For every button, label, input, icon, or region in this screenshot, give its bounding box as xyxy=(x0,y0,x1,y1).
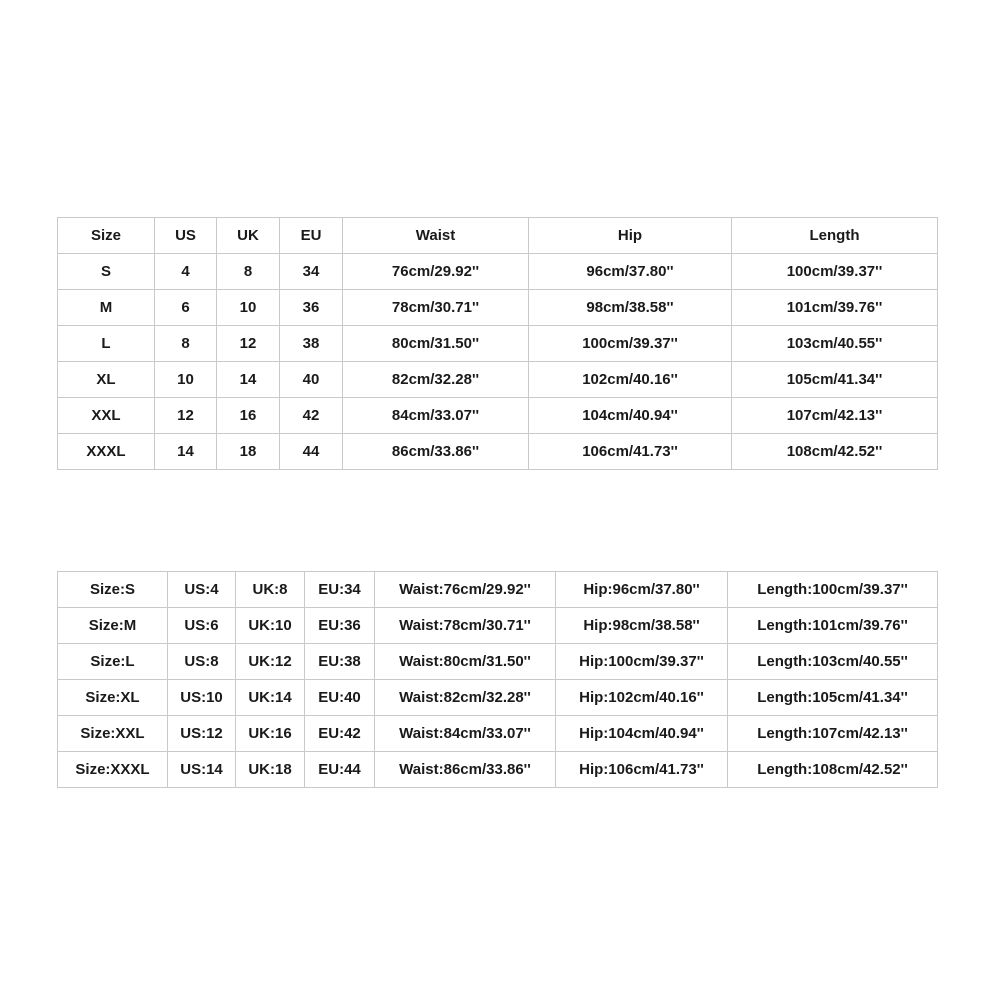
cell-size: Size:M xyxy=(58,608,168,644)
cell-length: Length:107cm/42.13'' xyxy=(728,716,938,752)
cell-uk: UK:10 xyxy=(236,608,305,644)
cell-uk: 18 xyxy=(217,434,280,470)
cell-hip: Hip:102cm/40.16'' xyxy=(556,680,728,716)
cell-size: M xyxy=(58,290,155,326)
table-row xyxy=(58,572,938,608)
cell-hip: 106cm/41.73'' xyxy=(529,434,732,470)
cell-waist: Waist:84cm/33.07'' xyxy=(375,716,556,752)
cell-uk: UK:12 xyxy=(236,644,305,680)
cell-eu: 40 xyxy=(280,362,343,398)
table-row xyxy=(58,680,938,716)
cell-us: 10 xyxy=(155,362,217,398)
header-size: Size xyxy=(58,218,155,254)
cell-eu: 38 xyxy=(280,326,343,362)
cell-hip: 102cm/40.16'' xyxy=(529,362,732,398)
cell-uk: 10 xyxy=(217,290,280,326)
cell-waist: 80cm/31.50'' xyxy=(343,326,529,362)
cell-length: Length:101cm/39.76'' xyxy=(728,608,938,644)
cell-us: 4 xyxy=(155,254,217,290)
header-waist: Waist xyxy=(343,218,529,254)
cell-uk: 12 xyxy=(217,326,280,362)
table-row xyxy=(58,434,938,470)
cell-length: Length:103cm/40.55'' xyxy=(728,644,938,680)
cell-waist: 78cm/30.71'' xyxy=(343,290,529,326)
cell-uk: UK:14 xyxy=(236,680,305,716)
header-us: US xyxy=(155,218,217,254)
cell-waist: Waist:80cm/31.50'' xyxy=(375,644,556,680)
cell-eu: 36 xyxy=(280,290,343,326)
cell-length: 105cm/41.34'' xyxy=(732,362,938,398)
cell-us: US:14 xyxy=(168,752,236,788)
size-chart-labeled-table xyxy=(57,571,938,788)
cell-size: XXXL xyxy=(58,434,155,470)
table-row xyxy=(58,716,938,752)
cell-eu: EU:40 xyxy=(305,680,375,716)
cell-uk: 14 xyxy=(217,362,280,398)
header-length: Length xyxy=(732,218,938,254)
cell-size: XL xyxy=(58,362,155,398)
cell-size: S xyxy=(58,254,155,290)
cell-size: Size:S xyxy=(58,572,168,608)
cell-us: 14 xyxy=(155,434,217,470)
cell-eu: 34 xyxy=(280,254,343,290)
cell-us: US:10 xyxy=(168,680,236,716)
cell-hip: 98cm/38.58'' xyxy=(529,290,732,326)
cell-length: 101cm/39.76'' xyxy=(732,290,938,326)
table-row xyxy=(58,644,938,680)
cell-waist: 84cm/33.07'' xyxy=(343,398,529,434)
cell-length: Length:105cm/41.34'' xyxy=(728,680,938,716)
table-header-row xyxy=(58,218,938,254)
cell-size: L xyxy=(58,326,155,362)
cell-us: 8 xyxy=(155,326,217,362)
cell-hip: Hip:106cm/41.73'' xyxy=(556,752,728,788)
cell-hip: Hip:98cm/38.58'' xyxy=(556,608,728,644)
table-row xyxy=(58,752,938,788)
cell-hip: 104cm/40.94'' xyxy=(529,398,732,434)
cell-eu: EU:34 xyxy=(305,572,375,608)
cell-waist: Waist:76cm/29.92'' xyxy=(375,572,556,608)
cell-size: Size:XXXL xyxy=(58,752,168,788)
cell-hip: Hip:104cm/40.94'' xyxy=(556,716,728,752)
cell-length: 100cm/39.37'' xyxy=(732,254,938,290)
cell-size: Size:XL xyxy=(58,680,168,716)
cell-uk: UK:18 xyxy=(236,752,305,788)
header-uk: UK xyxy=(217,218,280,254)
cell-eu: 44 xyxy=(280,434,343,470)
cell-waist: Waist:86cm/33.86'' xyxy=(375,752,556,788)
cell-waist: Waist:78cm/30.71'' xyxy=(375,608,556,644)
cell-waist: Waist:82cm/32.28'' xyxy=(375,680,556,716)
cell-hip: 100cm/39.37'' xyxy=(529,326,732,362)
cell-eu: EU:36 xyxy=(305,608,375,644)
cell-length: 107cm/42.13'' xyxy=(732,398,938,434)
cell-length: 103cm/40.55'' xyxy=(732,326,938,362)
header-eu: EU xyxy=(280,218,343,254)
cell-length: 108cm/42.52'' xyxy=(732,434,938,470)
cell-length: Length:108cm/42.52'' xyxy=(728,752,938,788)
cell-uk: UK:16 xyxy=(236,716,305,752)
cell-uk: 16 xyxy=(217,398,280,434)
cell-waist: 82cm/32.28'' xyxy=(343,362,529,398)
cell-waist: 86cm/33.86'' xyxy=(343,434,529,470)
cell-uk: 8 xyxy=(217,254,280,290)
cell-eu: 42 xyxy=(280,398,343,434)
cell-size: XXL xyxy=(58,398,155,434)
cell-size: Size:L xyxy=(58,644,168,680)
cell-us: US:8 xyxy=(168,644,236,680)
cell-eu: EU:44 xyxy=(305,752,375,788)
cell-us: US:12 xyxy=(168,716,236,752)
cell-us: US:6 xyxy=(168,608,236,644)
cell-waist: 76cm/29.92'' xyxy=(343,254,529,290)
table-row xyxy=(58,608,938,644)
size-chart-table xyxy=(57,217,938,470)
table-row xyxy=(58,398,938,434)
cell-uk: UK:8 xyxy=(236,572,305,608)
cell-length: Length:100cm/39.37'' xyxy=(728,572,938,608)
table-row xyxy=(58,326,938,362)
cell-hip: Hip:100cm/39.37'' xyxy=(556,644,728,680)
cell-us: 12 xyxy=(155,398,217,434)
cell-us: 6 xyxy=(155,290,217,326)
table-row xyxy=(58,362,938,398)
cell-hip: 96cm/37.80'' xyxy=(529,254,732,290)
cell-hip: Hip:96cm/37.80'' xyxy=(556,572,728,608)
cell-eu: EU:42 xyxy=(305,716,375,752)
cell-size: Size:XXL xyxy=(58,716,168,752)
header-hip: Hip xyxy=(529,218,732,254)
cell-us: US:4 xyxy=(168,572,236,608)
table-row xyxy=(58,254,938,290)
table-row xyxy=(58,290,938,326)
cell-eu: EU:38 xyxy=(305,644,375,680)
